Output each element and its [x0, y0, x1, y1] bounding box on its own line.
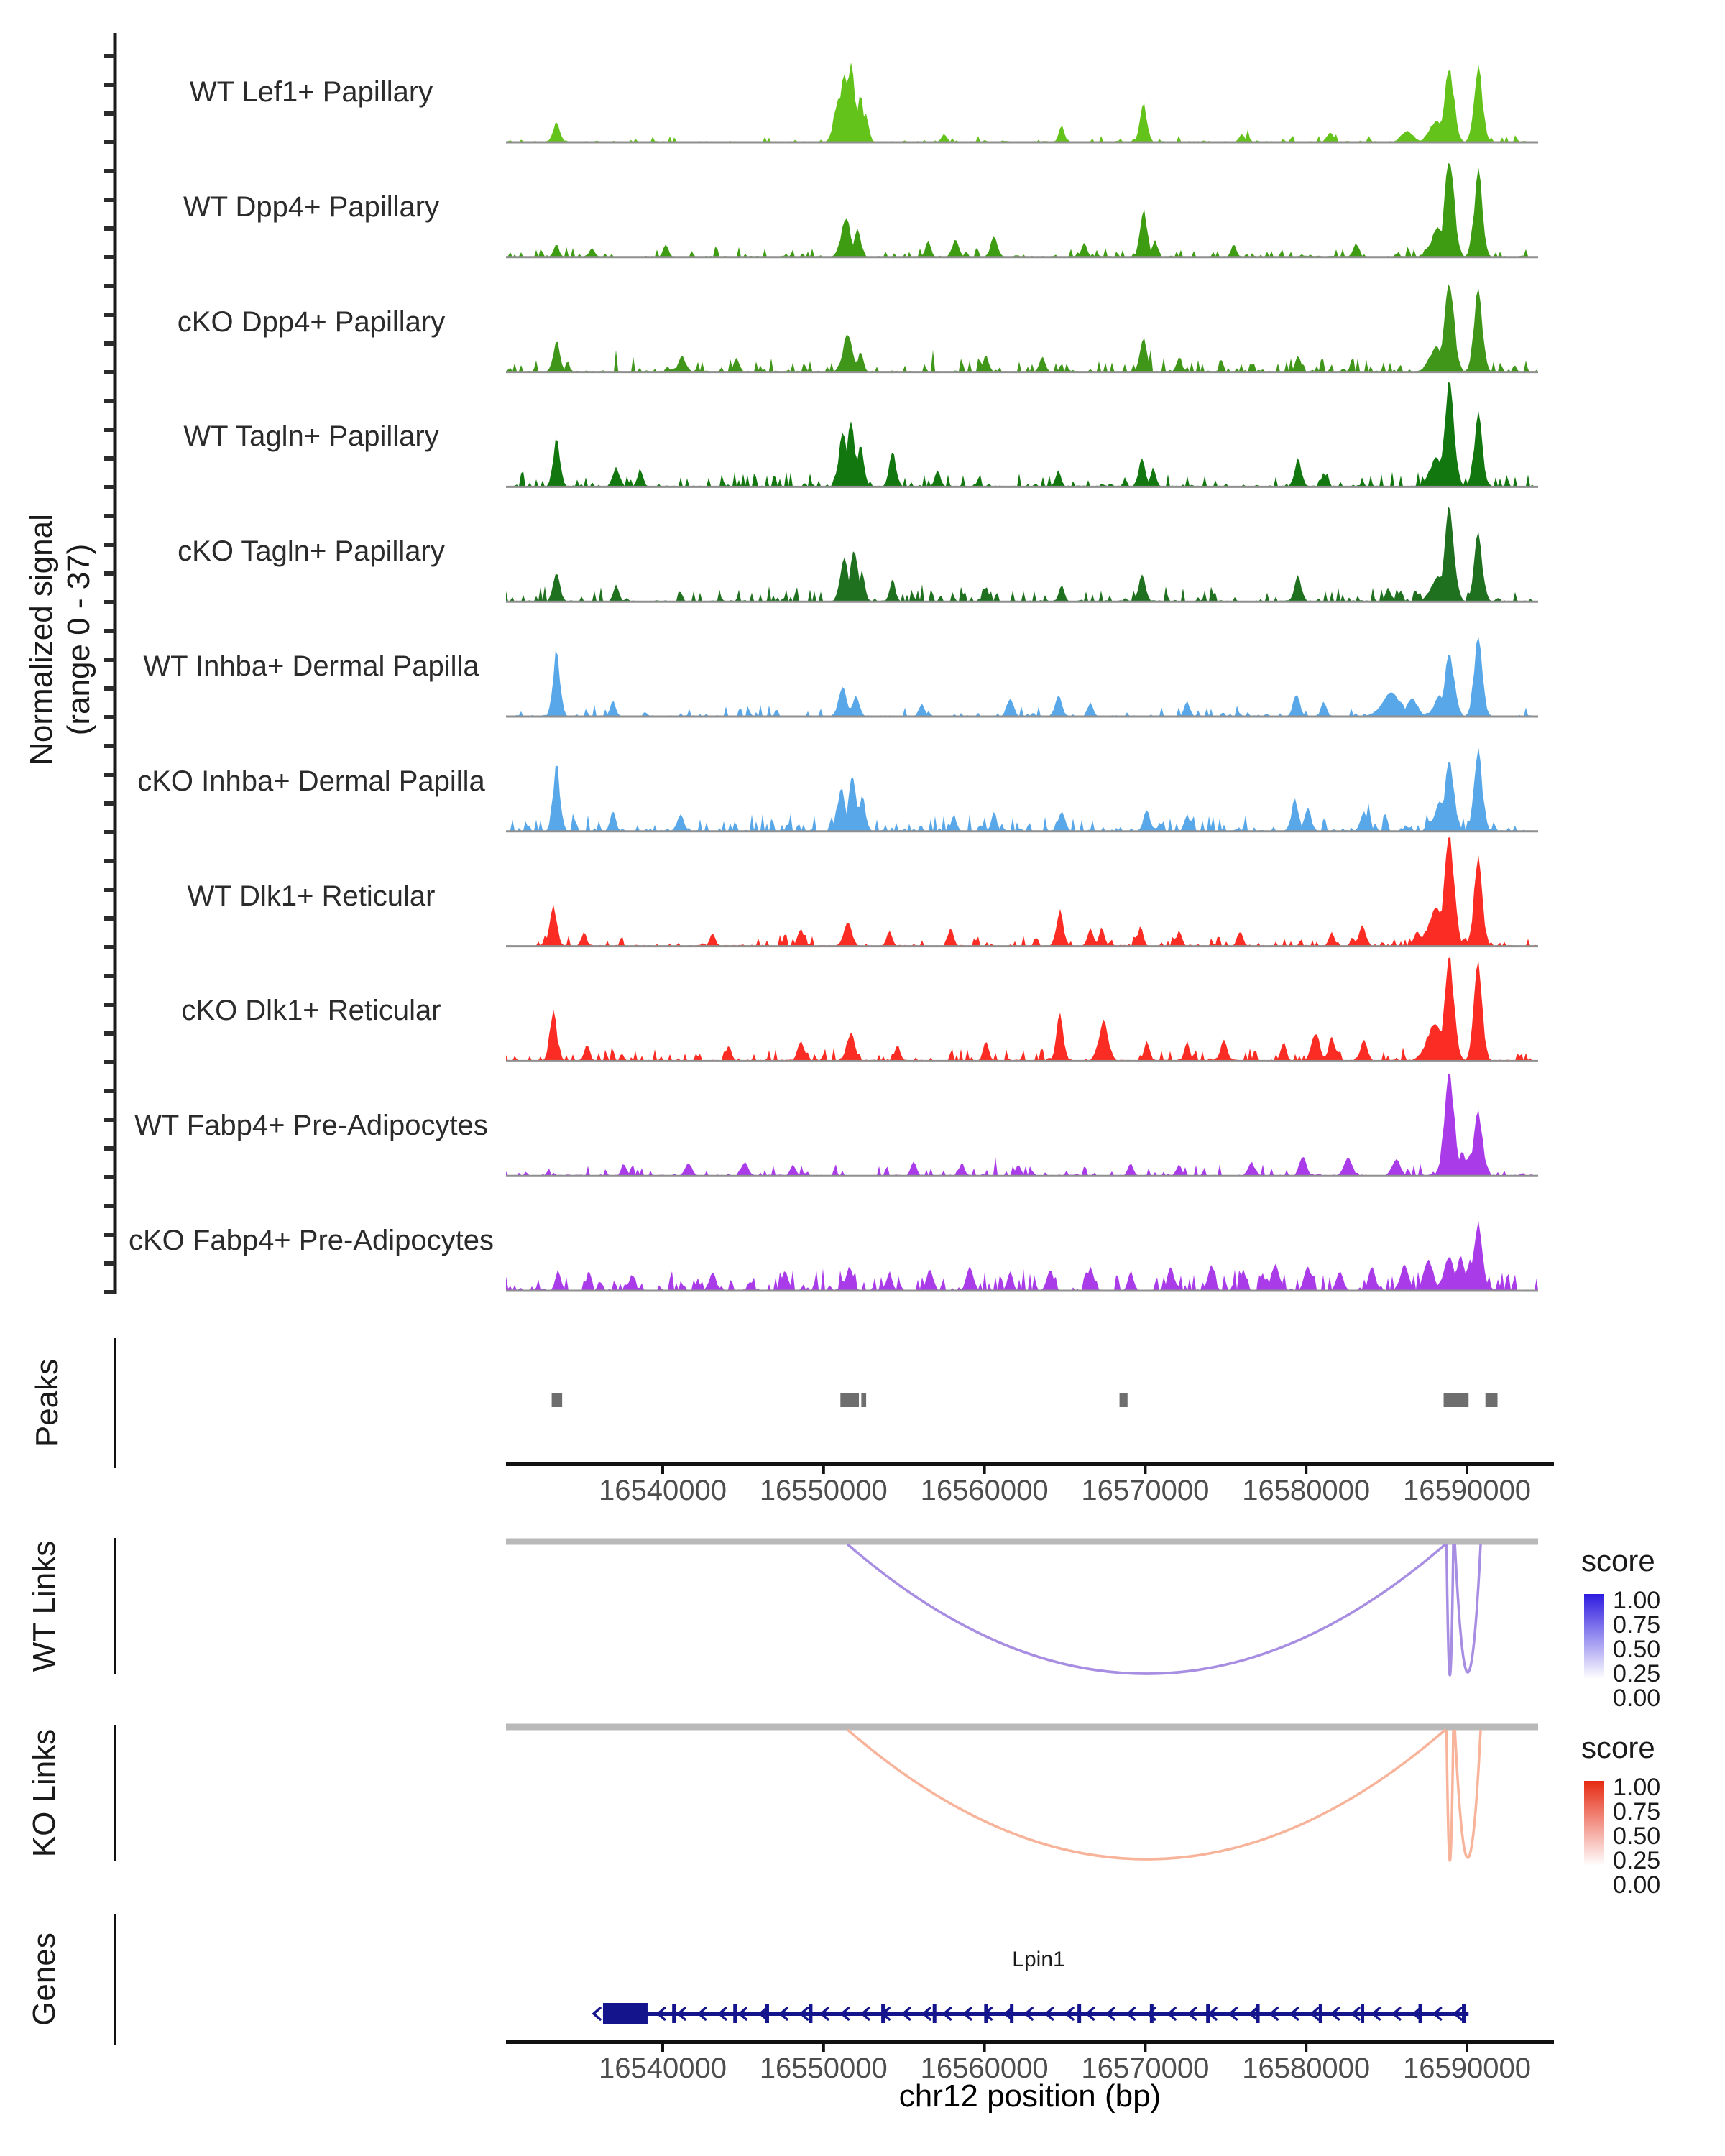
- ko-legend-gradient-bar: [1584, 1781, 1604, 1866]
- genome-tick-label: 16570000: [1081, 2053, 1210, 2084]
- gene-exon-tick: [1462, 2004, 1466, 2023]
- section-label-peaks: Peaks: [29, 1358, 65, 1447]
- gene-exon-tick: [1077, 2004, 1081, 2023]
- ko-legend-label: 0.00: [1613, 1871, 1661, 1899]
- genome-tick-label: 16580000: [1242, 1475, 1371, 1506]
- genome-tick-label: 16590000: [1403, 2053, 1531, 2084]
- ko-legend-label: 0.25: [1613, 1847, 1661, 1874]
- track-label-3: cKO Dpp4+ Papillary: [177, 305, 446, 338]
- wt-link-arc-2: [1447, 1544, 1453, 1675]
- genome-tick-label: 16550000: [759, 1475, 888, 1506]
- peak-box-2: [840, 1393, 859, 1407]
- track-label-1: WT Lef1+ Papillary: [189, 76, 433, 108]
- peak-box-4: [1120, 1393, 1128, 1407]
- ko-legend-title: score: [1581, 1731, 1655, 1764]
- wt-link-arc-1: [847, 1544, 1445, 1674]
- track-label-9: cKO Dlk1+ Reticular: [181, 995, 441, 1027]
- gene-exon-tick: [1361, 2004, 1364, 2023]
- coverage-area-track-10: [506, 1074, 1538, 1176]
- signal-axis-label-line1: Normalized signal: [24, 514, 59, 765]
- section-label-wt-links: WT Links: [27, 1540, 62, 1672]
- genome-tick-label: 16590000: [1403, 1475, 1531, 1506]
- ko-link-arc-1: [847, 1730, 1445, 1859]
- signal-axis-label-line2: (range 0 - 37): [61, 543, 96, 736]
- genome-tick-label: 16550000: [759, 2053, 888, 2084]
- peak-box-6: [1486, 1393, 1498, 1407]
- wt-legend-label: 0.25: [1613, 1660, 1661, 1687]
- coverage-area-track-7: [506, 747, 1538, 831]
- track-label-10: WT Fabp4+ Pre-Adipocytes: [134, 1110, 488, 1142]
- ko-link-arc-2: [1447, 1730, 1453, 1861]
- wt-legend-label: 0.00: [1613, 1685, 1661, 1712]
- gene-exon-tick: [1319, 2004, 1322, 2023]
- peak-box-1: [552, 1393, 563, 1407]
- gene-strand-arrow: [594, 2008, 600, 2019]
- genome-axis-title: chr12 position (bp): [898, 2078, 1162, 2114]
- coverage-area-track-4: [506, 382, 1538, 487]
- gene-exon-tick: [1150, 2004, 1154, 2023]
- coverage-area-track-3: [506, 284, 1538, 372]
- ko-link-arc-3: [1455, 1730, 1481, 1858]
- wt-legend-label: 1.00: [1613, 1587, 1661, 1614]
- wt-legend-title: score: [1581, 1544, 1655, 1577]
- ko-legend-label: 1.00: [1613, 1774, 1661, 1801]
- genome-tick-label: 16560000: [920, 1475, 1049, 1506]
- wt-legend-label: 0.50: [1613, 1636, 1661, 1663]
- genome-tick-label: 16570000: [1081, 1475, 1210, 1506]
- gene-utr-exon-rect: [603, 2003, 648, 2024]
- peak-box-5: [1444, 1393, 1469, 1407]
- wt-link-arc-3: [1455, 1544, 1481, 1672]
- coverage-area-track-8: [506, 837, 1538, 946]
- track-label-11: cKO Fabp4+ Pre-Adipocytes: [128, 1225, 494, 1256]
- ko-legend-label: 0.50: [1613, 1823, 1661, 1850]
- coverage-area-track-9: [506, 957, 1538, 1061]
- genome-tick-label: 16560000: [920, 2053, 1049, 2084]
- peak-box-3: [861, 1393, 866, 1407]
- track-label-4: WT Tagln+ Papillary: [183, 420, 439, 453]
- section-label-genes: Genes: [27, 1932, 62, 2026]
- ko-links-score-legend: [1581, 1731, 1718, 1899]
- ko-legend-label: 0.75: [1613, 1798, 1661, 1825]
- genome-tick-label: 16580000: [1242, 2053, 1371, 2084]
- track-label-6: WT Inhba+ Dermal Papilla: [143, 650, 479, 682]
- coverage-area-track-11: [506, 1221, 1538, 1291]
- track-label-2: WT Dpp4+ Papillary: [183, 190, 440, 223]
- track-label-7: cKO Inhba+ Dermal Papilla: [137, 765, 485, 797]
- coverage-area-track-1: [506, 63, 1538, 142]
- signal-axis-label: [23, 514, 98, 765]
- wt-links-score-legend: [1581, 1544, 1718, 1712]
- gene-name-label: Lpin1: [1012, 1948, 1065, 1971]
- track-label-5: cKO Tagln+ Papillary: [178, 535, 445, 568]
- section-label-ko-links: KO Links: [27, 1728, 62, 1858]
- coverage-area-track-5: [506, 507, 1538, 602]
- wt-legend-labels: [1613, 1587, 1661, 1712]
- track-label-8: WT Dlk1+ Reticular: [187, 880, 436, 912]
- gene-exon-tick: [809, 2004, 812, 2023]
- gene-exon-tick: [733, 2004, 737, 2023]
- gene-exon-tick: [933, 2004, 937, 2023]
- genome-tick-label: 16540000: [599, 2053, 727, 2084]
- coverage-area-track-6: [506, 637, 1538, 717]
- ko-legend-labels: [1613, 1774, 1661, 1899]
- gene-exon-tick: [672, 2004, 676, 2023]
- wt-legend-label: 0.75: [1613, 1611, 1661, 1639]
- genome-tick-label: 16540000: [599, 1475, 727, 1506]
- coverage-area-track-2: [506, 163, 1538, 257]
- wt-legend-gradient-bar: [1584, 1594, 1604, 1679]
